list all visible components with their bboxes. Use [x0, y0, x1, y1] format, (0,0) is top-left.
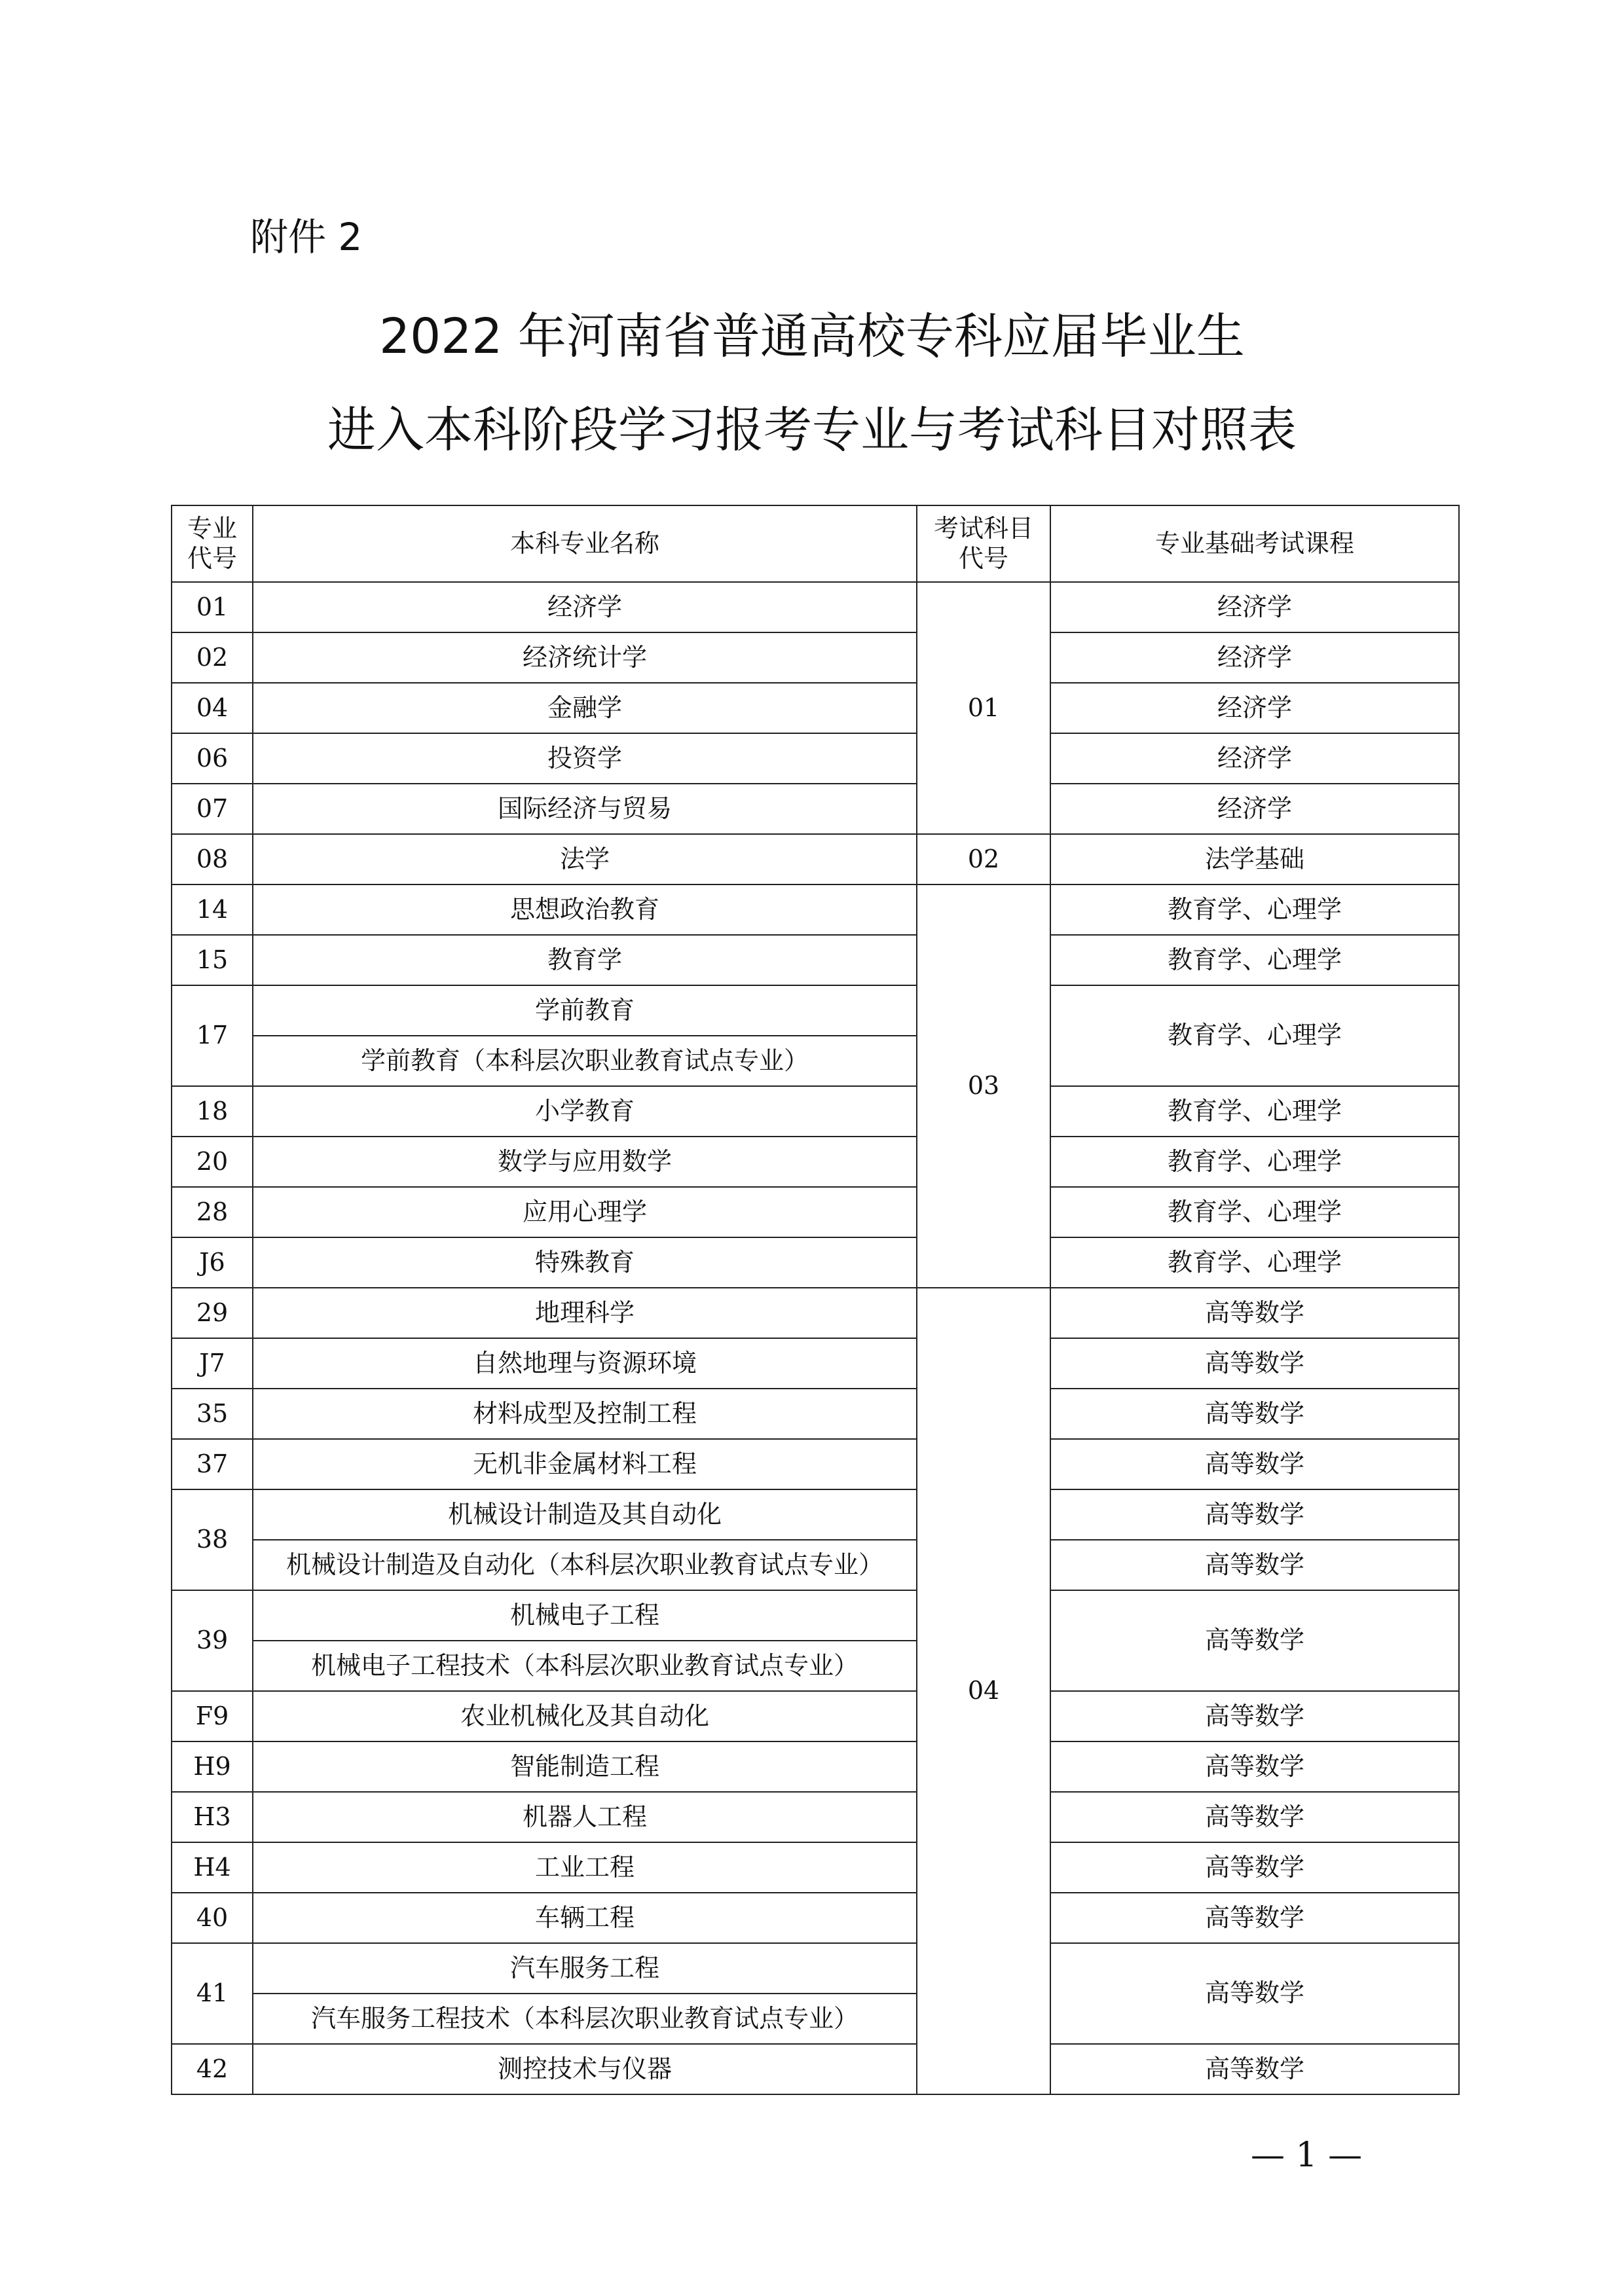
header-course: 专业基础考试课程 — [1050, 505, 1459, 582]
course-cell: 高等数学 — [1050, 1893, 1459, 1943]
course-cell: 教育学、心理学 — [1050, 1237, 1459, 1288]
major-name-cell: 机器人工程 — [253, 1792, 917, 1842]
major-name-cell: 车辆工程 — [253, 1893, 917, 1943]
table-header-row — [172, 505, 1459, 582]
major-name-cell: 经济学 — [253, 582, 917, 632]
major-code-cell: 18 — [172, 1086, 253, 1137]
major-name-cell: 特殊教育 — [253, 1237, 917, 1288]
major-code-cell: 40 — [172, 1893, 253, 1943]
major-code-cell: J7 — [172, 1338, 253, 1389]
table-row — [172, 1338, 1459, 1389]
table-row — [172, 1137, 1459, 1187]
major-name-cell: 国际经济与贸易 — [253, 784, 917, 834]
major-subject-table — [171, 505, 1460, 2095]
major-code-cell: H3 — [172, 1792, 253, 1842]
table-body — [172, 582, 1459, 2094]
major-code-cell: J6 — [172, 1237, 253, 1288]
table-row — [172, 1792, 1459, 1842]
attachment-label: 附件 2 — [250, 215, 363, 259]
subject-code-cell: 02 — [917, 834, 1050, 884]
header-subject-code: 考试科目 代号 — [917, 505, 1050, 582]
major-code-cell: 14 — [172, 884, 253, 935]
course-cell: 高等数学 — [1050, 1439, 1459, 1489]
major-name-cell: 经济统计学 — [253, 632, 917, 683]
table-row — [172, 985, 1459, 1036]
major-code-cell: 38 — [172, 1489, 253, 1590]
major-name-cell: 小学教育 — [253, 1086, 917, 1137]
major-code-cell: 02 — [172, 632, 253, 683]
table-row — [172, 1943, 1459, 1994]
major-code-cell: F9 — [172, 1691, 253, 1741]
course-cell: 经济学 — [1050, 784, 1459, 834]
course-cell: 经济学 — [1050, 632, 1459, 683]
table-row — [172, 1187, 1459, 1237]
course-cell: 教育学、心理学 — [1050, 985, 1459, 1086]
major-name-cell: 材料成型及控制工程 — [253, 1389, 917, 1439]
table-row — [172, 784, 1459, 834]
major-name-cell: 无机非金属材料工程 — [253, 1439, 917, 1489]
major-name-cell: 教育学 — [253, 935, 917, 985]
major-code-cell: 20 — [172, 1137, 253, 1187]
course-cell: 高等数学 — [1050, 1691, 1459, 1741]
course-cell: 教育学、心理学 — [1050, 884, 1459, 935]
major-code-cell: 37 — [172, 1439, 253, 1489]
major-name-cell: 机械电子工程技术（本科层次职业教育试点专业） — [253, 1641, 917, 1691]
table-row — [172, 935, 1459, 985]
major-name-cell: 农业机械化及其自动化 — [253, 1691, 917, 1741]
table-row — [172, 1237, 1459, 1288]
table-row — [172, 1489, 1459, 1540]
table-row — [172, 1389, 1459, 1439]
course-cell: 教育学、心理学 — [1050, 1187, 1459, 1237]
course-cell: 高等数学 — [1050, 1842, 1459, 1893]
major-name-cell: 应用心理学 — [253, 1187, 917, 1237]
major-name-cell: 智能制造工程 — [253, 1741, 917, 1792]
course-cell: 高等数学 — [1050, 1489, 1459, 1540]
header-name: 本科专业名称 — [253, 505, 917, 582]
major-code-cell: 01 — [172, 582, 253, 632]
major-name-cell: 机械电子工程 — [253, 1590, 917, 1641]
major-code-cell: 35 — [172, 1389, 253, 1439]
major-code-cell: H9 — [172, 1741, 253, 1792]
table-row — [172, 1439, 1459, 1489]
table-row — [172, 1893, 1459, 1943]
major-name-cell: 金融学 — [253, 683, 917, 733]
course-cell: 高等数学 — [1050, 1741, 1459, 1792]
course-cell: 经济学 — [1050, 683, 1459, 733]
table-row — [172, 733, 1459, 784]
table-row — [172, 2044, 1459, 2094]
major-code-cell: 29 — [172, 1288, 253, 1338]
course-cell: 高等数学 — [1050, 1288, 1459, 1338]
course-cell: 高等数学 — [1050, 1792, 1459, 1842]
document-title-line2: 进入本科阶段学习报考专业与考试科目对照表 — [327, 402, 1297, 458]
header-code: 专业 代号 — [172, 505, 253, 582]
table-row — [172, 1590, 1459, 1641]
major-code-cell: 28 — [172, 1187, 253, 1237]
major-name-cell: 学前教育（本科层次职业教育试点专业） — [253, 1036, 917, 1086]
major-name-cell: 投资学 — [253, 733, 917, 784]
major-code-cell: 04 — [172, 683, 253, 733]
major-code-cell: 41 — [172, 1943, 253, 2044]
major-code-cell: H4 — [172, 1842, 253, 1893]
course-cell: 经济学 — [1050, 582, 1459, 632]
subject-code-cell: 03 — [917, 884, 1050, 1288]
course-cell: 教育学、心理学 — [1050, 1137, 1459, 1187]
major-code-cell: 42 — [172, 2044, 253, 2094]
table-row — [172, 683, 1459, 733]
table-row — [172, 884, 1459, 935]
course-cell: 高等数学 — [1050, 1943, 1459, 2044]
table-row — [172, 1086, 1459, 1137]
course-cell: 高等数学 — [1050, 1389, 1459, 1439]
major-code-cell: 17 — [172, 985, 253, 1086]
major-name-cell: 学前教育 — [253, 985, 917, 1036]
table-row — [172, 1691, 1459, 1741]
major-name-cell: 自然地理与资源环境 — [253, 1338, 917, 1389]
major-name-cell: 机械设计制造及自动化（本科层次职业教育试点专业） — [253, 1540, 917, 1590]
course-cell: 高等数学 — [1050, 2044, 1459, 2094]
subject-code-cell: 01 — [917, 582, 1050, 834]
course-cell: 高等数学 — [1050, 1338, 1459, 1389]
major-name-cell: 思想政治教育 — [253, 884, 917, 935]
major-name-cell: 工业工程 — [253, 1842, 917, 1893]
course-cell: 教育学、心理学 — [1050, 935, 1459, 985]
major-name-cell: 数学与应用数学 — [253, 1137, 917, 1187]
major-name-cell: 机械设计制造及其自动化 — [253, 1489, 917, 1540]
table-row — [172, 1288, 1459, 1338]
course-cell: 高等数学 — [1050, 1590, 1459, 1691]
document-title-line1: 2022 年河南省普通高校专科应届毕业生 — [379, 308, 1245, 365]
major-code-cell: 07 — [172, 784, 253, 834]
major-name-cell: 测控技术与仪器 — [253, 2044, 917, 2094]
major-code-cell: 08 — [172, 834, 253, 884]
table-row — [172, 1842, 1459, 1893]
major-name-cell: 地理科学 — [253, 1288, 917, 1338]
course-cell: 经济学 — [1050, 733, 1459, 784]
course-cell: 法学基础 — [1050, 834, 1459, 884]
major-code-cell: 39 — [172, 1590, 253, 1691]
page-number: — 1 — — [1251, 2136, 1363, 2175]
table-row — [172, 1540, 1459, 1590]
major-name-cell: 法学 — [253, 834, 917, 884]
major-code-cell: 06 — [172, 733, 253, 784]
major-name-cell: 汽车服务工程技术（本科层次职业教育试点专业） — [253, 1994, 917, 2044]
major-name-cell: 汽车服务工程 — [253, 1943, 917, 1994]
course-cell: 高等数学 — [1050, 1540, 1459, 1590]
table-row — [172, 1741, 1459, 1792]
major-code-cell: 15 — [172, 935, 253, 985]
subject-code-cell: 04 — [917, 1288, 1050, 2094]
table-row — [172, 632, 1459, 683]
course-cell: 教育学、心理学 — [1050, 1086, 1459, 1137]
table-row — [172, 582, 1459, 632]
table-row — [172, 834, 1459, 884]
